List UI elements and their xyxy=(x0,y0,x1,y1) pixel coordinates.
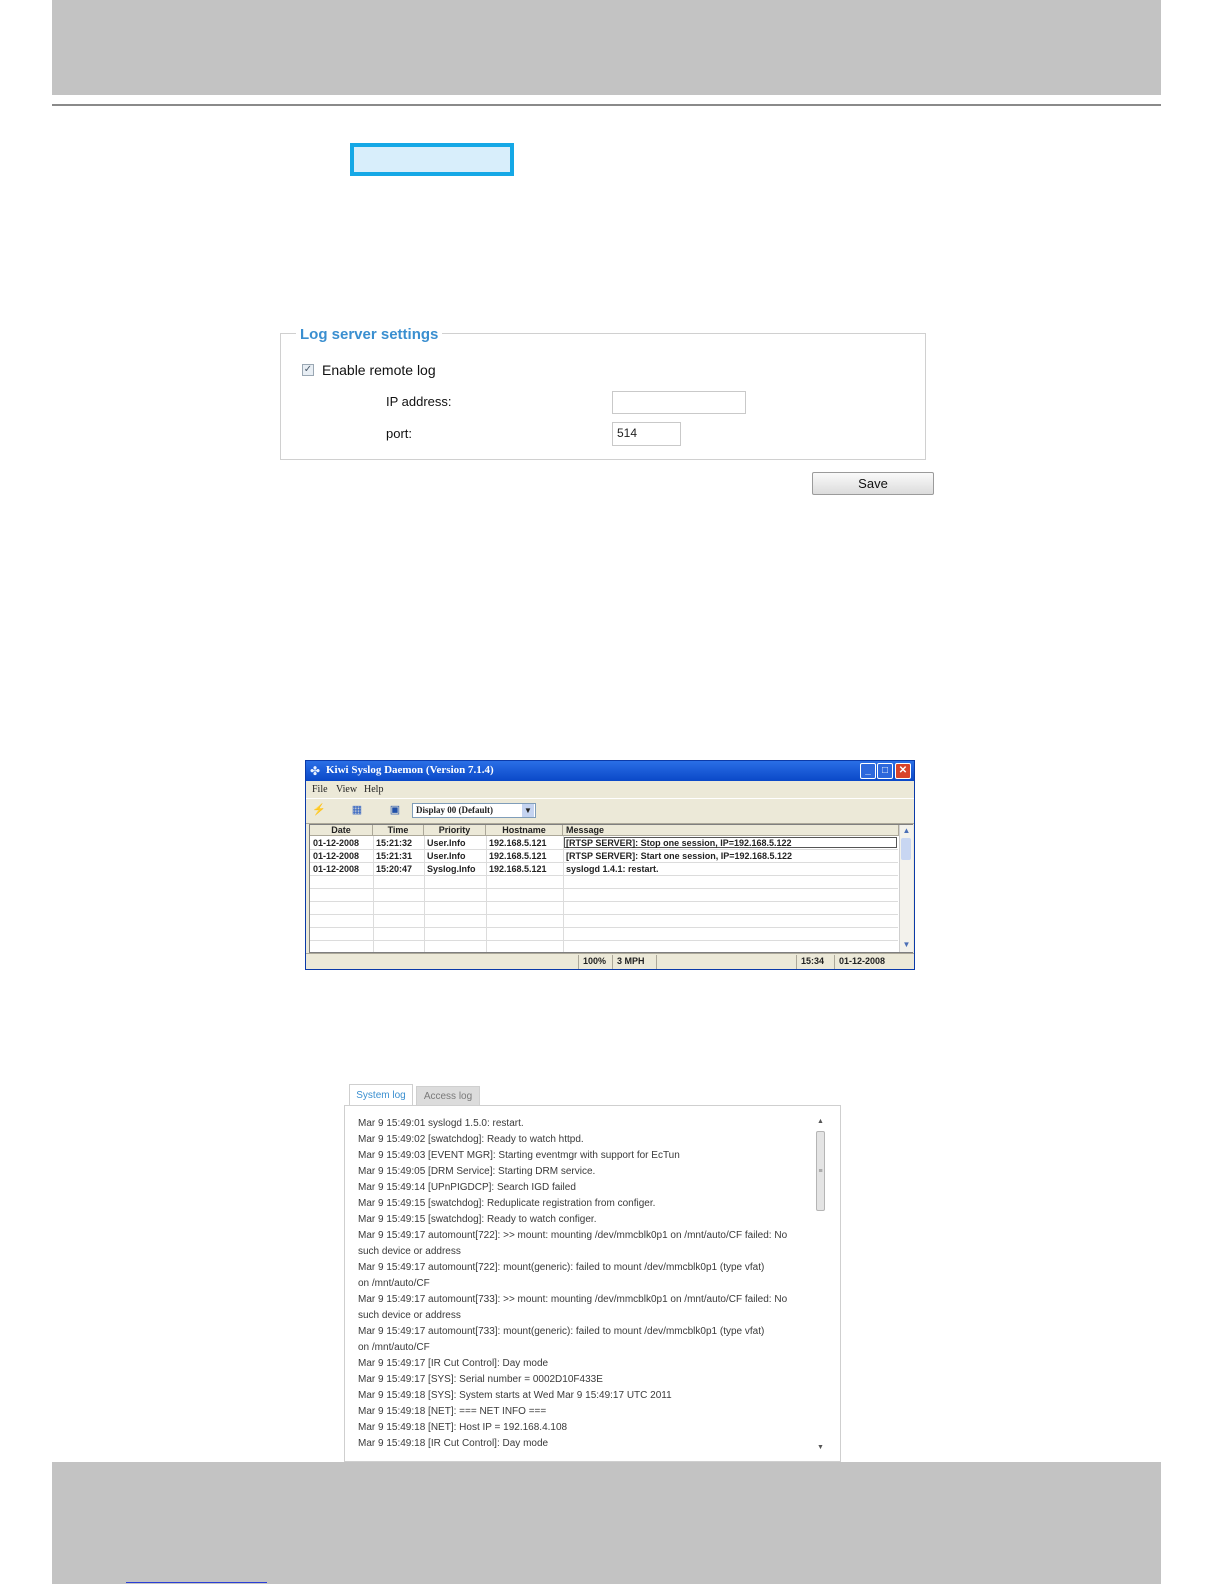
status-percent: 100% xyxy=(578,955,612,969)
grid-divider xyxy=(310,914,898,915)
log-line: Mar 9 15:49:05 [DRM Service]: Starting DRM service. xyxy=(358,1166,596,1177)
log-line: Mar 9 15:49:18 [NET]: Host IP = 192.168.4.108 xyxy=(358,1422,568,1433)
system-log-scrollbar[interactable] xyxy=(814,1116,827,1454)
system-log-panel xyxy=(344,1105,841,1462)
footer-band xyxy=(52,1462,1161,1584)
port-input[interactable]: 514 xyxy=(612,422,681,446)
kiwi-menubar xyxy=(306,782,914,798)
kiwi-scrollbar[interactable] xyxy=(899,825,913,952)
log-server-fieldset xyxy=(280,333,926,460)
log-server-legend: Log server settings xyxy=(296,326,442,343)
table-cell: syslogd 1.4.1: restart. xyxy=(566,864,659,874)
table-cell: User.Info xyxy=(427,838,466,848)
table-cell: 192.168.5.121 xyxy=(489,838,547,848)
table-cell: [RTSP SERVER]: Start one session, IP=192.168.5.122 xyxy=(566,851,793,861)
status-rate: 3 MPH xyxy=(612,955,656,969)
table-cell: [RTSP SERVER]: Stop one session, IP=192.168.5.122 xyxy=(566,838,792,848)
log-line: Mar 9 15:49:01 syslogd 1.5.0: restart. xyxy=(358,1118,524,1129)
table-cell: 192.168.5.121 xyxy=(489,864,547,874)
menu-file[interactable]: File xyxy=(312,784,328,795)
table-cell: 01-12-2008 xyxy=(313,864,360,874)
highlighted-section-label xyxy=(350,143,514,176)
log-line: Mar 9 15:49:03 [EVENT MGR]: Starting eventmgr with support for EcTun xyxy=(358,1150,680,1161)
table-cell: 15:21:31 xyxy=(376,851,413,861)
minimize-icon[interactable]: _ xyxy=(860,763,876,779)
grid-divider xyxy=(310,875,898,876)
display-select-value: Display 00 (Default) xyxy=(416,805,493,815)
column-header-message[interactable]: Message xyxy=(563,825,899,836)
column-header-time[interactable]: Time xyxy=(373,825,424,836)
grid-divider xyxy=(310,927,898,928)
scroll-thumb[interactable] xyxy=(901,838,911,860)
grid-divider xyxy=(310,901,898,902)
ip-address-input[interactable] xyxy=(612,391,746,414)
ip-address-label: IP address: xyxy=(386,394,452,409)
scroll-up-icon[interactable]: ▲ xyxy=(902,826,911,835)
grid-divider xyxy=(563,836,564,952)
column-header-date[interactable]: Date xyxy=(310,825,373,836)
grid-divider xyxy=(424,836,425,952)
log-line: Mar 9 15:49:15 [swatchdog]: Ready to watch configer. xyxy=(358,1214,597,1225)
log-line: such device or address xyxy=(358,1310,461,1321)
status-date: 01-12-2008 xyxy=(834,955,904,969)
table-cell: User.Info xyxy=(427,851,466,861)
menu-help[interactable]: Help xyxy=(364,784,384,795)
tab-access-log[interactable]: Access log xyxy=(416,1086,480,1106)
tab-system-log[interactable]: System log xyxy=(349,1084,413,1106)
column-header-priority[interactable]: Priority xyxy=(424,825,486,836)
port-label: port: xyxy=(386,426,413,441)
log-line: on /mnt/auto/CF xyxy=(358,1342,430,1353)
table-cell: 01-12-2008 xyxy=(313,838,360,848)
kiwi-syslog-window xyxy=(305,760,915,970)
status-spacer xyxy=(656,955,796,969)
header-band xyxy=(52,0,1161,95)
log-line: such device or address xyxy=(358,1246,461,1257)
scroll-down-icon[interactable]: ▼ xyxy=(817,1444,824,1451)
kiwi-app-icon: ✤ xyxy=(310,764,321,778)
scroll-up-icon[interactable]: ▲ xyxy=(817,1118,824,1125)
save-button[interactable]: Save xyxy=(812,472,934,495)
log-line: Mar 9 15:49:17 [IR Cut Control]: Day mode xyxy=(358,1358,549,1369)
table-cell: Syslog.Info xyxy=(427,864,476,874)
monitor-icon[interactable]: ▣ xyxy=(389,804,401,816)
statistics-icon[interactable]: ▦ xyxy=(351,804,363,816)
clear-display-icon[interactable]: ⚡ xyxy=(312,804,326,816)
log-line: Mar 9 15:49:18 [NET]: === NET INFO === xyxy=(358,1406,547,1417)
log-line: Mar 9 15:49:17 automount[733]: >> mount: mounting /dev/mmcblk0p1 on /mnt/auto/CF failed: No xyxy=(358,1294,788,1305)
table-cell: 15:20:47 xyxy=(376,864,413,874)
enable-remote-log-label: Enable remote log xyxy=(322,362,436,378)
table-cell: 01-12-2008 xyxy=(313,851,360,861)
footer-link-underline[interactable] xyxy=(126,1582,267,1583)
chevron-down-icon[interactable]: ▼ xyxy=(522,804,534,817)
menu-view[interactable]: View xyxy=(336,784,358,795)
log-line: Mar 9 15:49:14 [UPnPIGDCP]: Search IGD failed xyxy=(358,1182,576,1193)
status-time: 15:34 xyxy=(796,955,834,969)
log-line: Mar 9 15:49:17 automount[722]: >> mount: mounting /dev/mmcblk0p1 on /mnt/auto/CF failed: No xyxy=(358,1230,788,1241)
close-icon[interactable]: ✕ xyxy=(895,763,911,779)
log-line: Mar 9 15:49:17 automount[722]: mount(generic): failed to mount /dev/mmcblk0p1 (type vfat) xyxy=(358,1262,765,1273)
column-header-hostname[interactable]: Hostname xyxy=(486,825,563,836)
table-cell: 15:21:32 xyxy=(376,838,413,848)
display-select[interactable] xyxy=(412,803,536,818)
log-line: Mar 9 15:49:18 [IR Cut Control]: Day mode xyxy=(358,1438,549,1449)
grid-divider xyxy=(373,836,374,952)
grid-divider xyxy=(310,940,898,941)
enable-remote-log-checkbox[interactable]: ✓ xyxy=(303,364,313,375)
grid-divider xyxy=(486,836,487,952)
log-line: Mar 9 15:49:17 [SYS]: Serial number = 0002D10F433E xyxy=(358,1374,603,1385)
table-cell: 192.168.5.121 xyxy=(489,851,547,861)
kiwi-toolbar xyxy=(306,798,914,824)
system-log-list xyxy=(358,1116,808,1452)
kiwi-window-title: Kiwi Syslog Daemon (Version 7.1.4) xyxy=(326,764,494,776)
log-line: Mar 9 15:49:18 [SYS]: System starts at Wed Mar 9 15:49:17 UTC 2011 xyxy=(358,1390,672,1401)
kiwi-statusbar xyxy=(306,953,914,970)
log-line: Mar 9 15:49:17 automount[733]: mount(generic): failed to mount /dev/mmcblk0p1 (type vfat) xyxy=(358,1326,765,1337)
log-line: Mar 9 15:49:02 [swatchdog]: Ready to watch httpd. xyxy=(358,1134,584,1145)
header-divider xyxy=(52,104,1161,106)
kiwi-log-grid xyxy=(309,824,913,953)
kiwi-titlebar xyxy=(306,761,914,781)
maximize-icon[interactable]: □ xyxy=(877,763,893,779)
log-line: on /mnt/auto/CF xyxy=(358,1278,430,1289)
log-line: Mar 9 15:49:15 [swatchdog]: Reduplicate registration from configer. xyxy=(358,1198,656,1209)
grid-divider xyxy=(310,888,898,889)
scroll-thumb[interactable]: ≡ xyxy=(816,1131,825,1211)
scroll-down-icon[interactable]: ▼ xyxy=(902,940,911,949)
